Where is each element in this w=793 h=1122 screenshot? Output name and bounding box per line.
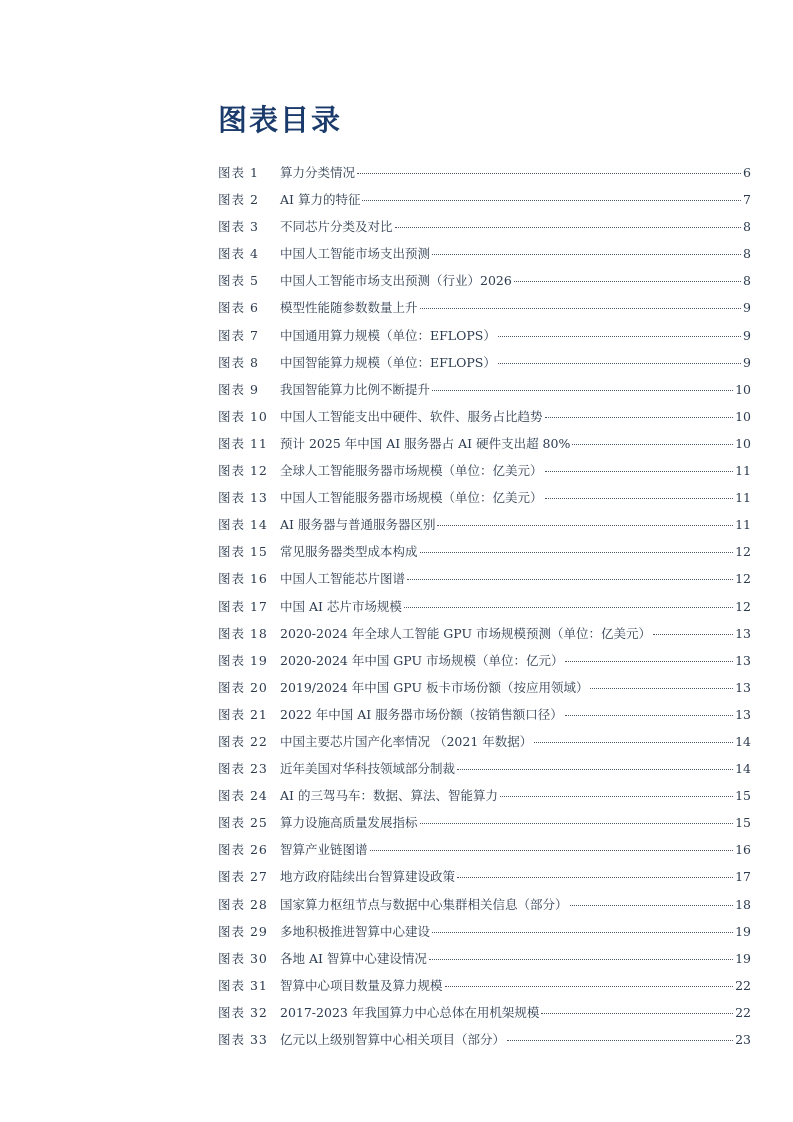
toc-leader-dots [545,497,734,499]
toc-leader-dots [432,389,733,391]
toc-entry-label: 图表 8 [218,354,259,370]
toc-leader-dots [590,687,733,689]
toc-entry-label: 图表 25 [218,815,268,831]
toc-entry-page: 15 [735,788,751,804]
toc-leader-dots [407,578,733,580]
toc-leader-dots [357,172,741,174]
toc-entry-label: 图表 30 [218,950,268,966]
toc-entry-page: 19 [735,950,751,966]
toc-entry-title: 2017-2023 年我国算力中心总体在用机架规模 [280,1004,540,1020]
toc-entry-title: 2019/2024 年中国 GPU 板卡市场份额（按应用领域） [280,679,589,695]
toc-entry[interactable] [218,240,751,267]
toc-entry-label: 图表 3 [218,219,259,235]
toc-entry-label: 图表 28 [218,896,268,912]
toc-entry-page: 10 [735,381,751,397]
toc-entry[interactable] [218,376,751,403]
toc-entry-label: 图表 27 [218,869,268,885]
toc-entry-title: 各地 AI 智算中心建设情况 [280,950,427,966]
toc-leader-dots [395,226,742,228]
toc-entry-label: 图表 22 [218,733,268,749]
toc-leader-dots [572,443,733,445]
toc-entry-page: 9 [743,300,751,316]
toc-entry-label: 图表 5 [218,273,259,289]
toc-leader-dots [545,416,734,418]
toc-leader-dots [514,280,741,282]
toc-entry-label: 图表 20 [218,679,268,695]
toc-entry[interactable] [218,755,751,782]
toc-entry[interactable] [218,538,751,565]
toc-entry-label: 图表 21 [218,706,268,722]
toc-leader-dots [457,768,733,770]
toc-leader-dots [565,660,733,662]
toc-entry-page: 10 [735,408,751,424]
toc-entry-label: 图表 23 [218,761,268,777]
toc-leader-dots [370,849,734,851]
toc-entry-page: 11 [735,490,751,506]
toc-entry-title: 模型性能随参数数量上升 [280,300,418,316]
toc-entry[interactable] [218,186,751,213]
toc-entry[interactable] [218,647,751,674]
toc-entry-page: 8 [743,219,751,235]
toc-entry-label: 图表 15 [218,544,268,560]
toc-entry-title: 算力分类情况 [280,165,356,180]
toc-leader-dots [432,253,741,255]
toc-leader-dots [404,606,733,608]
toc-entry[interactable] [218,593,751,620]
toc-entry[interactable] [218,403,751,430]
toc-leader-dots [429,958,733,960]
toc-entry-page: 23 [735,1032,751,1047]
toc-entry-title: 亿元以上级别智算中心相关项目（部分） [280,1032,506,1047]
toc-entry-title: 地方政府陆续出台智算建设政策 [280,869,456,885]
toc-entry-title: 2022 年中国 AI 服务器市场份额（按销售额口径） [280,706,563,722]
toc-entry-label: 图表 9 [218,381,259,397]
toc-entry[interactable] [218,565,751,592]
toc-entry[interactable] [218,674,751,701]
toc-entry-title: 国家算力枢纽节点与数据中心集群相关信息（部分） [280,896,568,912]
toc-entry-title: 中国人工智能芯片图谱 [280,571,406,587]
toc-entry-label: 图表 14 [218,517,268,533]
toc-entry-label: 图表 7 [218,327,259,343]
toc-entry-title: 常见服务器类型成本构成 [280,544,418,560]
toc-entry-page: 12 [735,544,751,560]
toc-entry-page: 13 [735,625,751,641]
toc-entry-page: 8 [743,246,751,262]
toc-leader-dots [498,335,741,337]
toc-entry-title: 算力设施高质量发展指标 [280,815,418,831]
toc-leader-dots [507,1039,733,1041]
toc-entry[interactable] [218,511,751,538]
toc-entry[interactable] [218,999,751,1026]
toc-leader-dots [420,822,734,824]
toc-leader-dots [545,470,734,472]
toc-entry-title: 中国人工智能支出中硬件、软件、服务占比趋势 [280,408,543,424]
toc-list [218,159,751,1053]
toc-entry-page: 13 [735,706,751,722]
toc-entry-title: 近年美国对华科技领域部分制裁 [280,761,456,777]
toc-leader-dots [437,524,733,526]
toc-entry[interactable] [218,891,751,918]
toc-entry[interactable] [218,809,751,836]
toc-entry-page: 22 [735,1004,751,1020]
toc-entry-page: 13 [735,679,751,695]
toc-entry-page: 18 [735,896,751,912]
toc-leader-dots [565,714,733,716]
toc-entry-label: 图表 31 [218,977,268,993]
toc-entry-title: 中国人工智能市场支出预测（行业）2026 [280,273,512,289]
toc-entry-label: 图表 33 [218,1032,268,1047]
toc-entry-label: 图表 11 [218,435,268,451]
toc-leader-dots [541,1012,733,1014]
toc-entry-label: 图表 10 [218,408,268,424]
toc-entry-title: 中国主要芯片国产化率情况 （2021 年数据） [280,733,533,749]
toc-leader-dots [420,551,734,553]
toc-entry-title: 预计 2025 年中国 AI 服务器占 AI 硬件支出超 80% [280,435,571,451]
toc-entry[interactable] [218,213,751,240]
toc-entry[interactable] [218,322,751,349]
toc-entry-title: 中国 AI 芯片市场规模 [280,598,402,614]
toc-entry[interactable] [218,918,751,945]
toc-leader-dots [445,985,734,987]
toc-entry[interactable] [218,267,751,294]
toc-entry-title: AI 算力的特征 [280,192,361,208]
toc-leader-dots [500,795,733,797]
toc-entry[interactable] [218,484,751,511]
toc-entry-page: 17 [735,869,751,885]
toc-leader-dots [653,633,733,635]
toc-entry-label: 图表 12 [218,463,268,479]
toc-entry-page: 7 [743,192,751,208]
toc-entry[interactable] [218,945,751,972]
toc-leader-dots [570,904,734,906]
toc-entry-page: 13 [735,652,751,668]
toc-entry[interactable] [218,294,751,321]
toc-entry-title: 2020-2024 年全球人工智能 GPU 市场规模预测（单位：亿美元） [280,625,651,641]
toc-entry[interactable] [218,1026,751,1053]
toc-entry-title: 不同芯片分类及对比 [280,219,393,235]
toc-entry-title: 全球人工智能服务器市场规模（单位：亿美元） [280,463,543,479]
toc-entry[interactable] [218,863,751,890]
toc-entry-page: 8 [743,273,751,289]
toc-entry-label: 图表 19 [218,652,268,668]
toc-entry-page: 6 [743,165,751,180]
toc-entry-label: 图表 17 [218,598,268,614]
toc-entry-title: 2020-2024 年中国 GPU 市场规模（单位：亿元） [280,652,564,668]
toc-entry-title: 我国智能算力比例不断提升 [280,381,431,397]
toc-leader-dots [457,876,733,878]
toc-entry-page: 11 [735,463,751,479]
toc-entry-page: 12 [735,598,751,614]
toc-entry-page: 9 [743,327,751,343]
toc-leader-dots [534,741,733,743]
toc-leader-dots [362,199,741,201]
toc-entry-label: 图表 24 [218,788,268,804]
toc-entry-title: 中国人工智能市场支出预测 [280,246,431,262]
toc-entry-label: 图表 32 [218,1004,268,1020]
toc-leader-dots [420,307,742,309]
toc-entry-title: AI 的三驾马车：数据、算法、智能算力 [280,788,498,804]
toc-entry-label: 图表 1 [218,165,259,180]
toc-entry-page: 14 [735,761,751,777]
toc-entry-label: 图表 6 [218,300,259,316]
toc-entry-title: 中国人工智能服务器市场规模（单位：亿美元） [280,490,543,506]
toc-entry[interactable] [218,728,751,755]
toc-entry[interactable] [218,457,751,484]
toc-entry-title: 多地积极推进智算中心建设 [280,923,431,939]
toc-leader-dots [498,362,741,364]
toc-entry-label: 图表 4 [218,246,259,262]
toc-leader-dots [432,931,733,933]
toc-entry-page: 16 [735,842,751,858]
toc-entry-label: 图表 2 [218,192,259,208]
toc-entry-page: 12 [735,571,751,587]
toc-entry[interactable] [218,782,751,809]
toc-entry[interactable] [218,349,751,376]
toc-entry-title: 智算产业链图谱 [280,842,368,858]
toc-entry-page: 22 [735,977,751,993]
toc-entry-page: 9 [743,354,751,370]
toc-entry-page: 19 [735,923,751,939]
toc-entry-page: 14 [735,733,751,749]
page-title: 图表目录 [218,103,343,137]
toc-entry-title: 智算中心项目数量及算力规模 [280,977,443,993]
toc-entry[interactable] [218,159,751,186]
toc-entry-page: 10 [735,435,751,451]
toc-entry-label: 图表 13 [218,490,268,506]
toc-entry[interactable] [218,972,751,999]
toc-entry-label: 图表 16 [218,571,268,587]
toc-entry-title: 中国通用算力规模（单位：EFLOPS） [280,327,496,343]
toc-entry-label: 图表 29 [218,923,268,939]
toc-entry[interactable] [218,836,751,863]
toc-entry-title: 中国智能算力规模（单位：EFLOPS） [280,354,496,370]
toc-entry[interactable] [218,430,751,457]
toc-entry-label: 图表 18 [218,625,268,641]
toc-entry[interactable] [218,701,751,728]
toc-entry-label: 图表 26 [218,842,268,858]
toc-entry-page: 11 [735,517,751,533]
toc-entry[interactable] [218,620,751,647]
toc-entry-page: 15 [735,815,751,831]
toc-entry-title: AI 服务器与普通服务器区别 [280,517,436,533]
